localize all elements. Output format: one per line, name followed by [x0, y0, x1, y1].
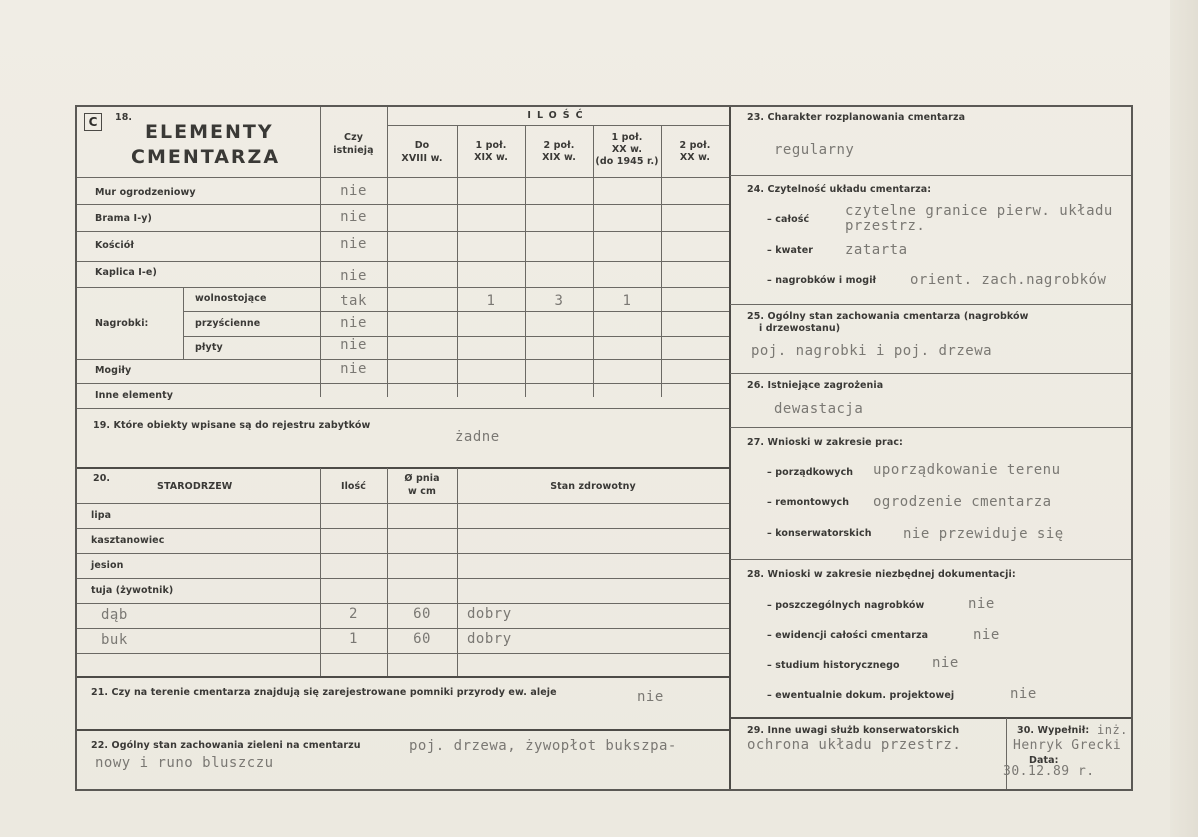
period-4-line2: XX w.	[611, 144, 643, 155]
qty-freestanding-xix-2: 3	[554, 293, 564, 309]
s27-cleanup-label: – porządkowych	[767, 467, 854, 478]
qty-freestanding-xx-1: 1	[622, 293, 632, 309]
period-1-line1: Do	[414, 140, 430, 151]
s25-value: poj. nagrobki i poj. drzewa	[751, 343, 993, 359]
s28-history-value: nie	[932, 655, 959, 671]
s18-number: 18.	[115, 112, 133, 123]
s25-label-line1: 25. Ogólny stan zachowania cmentarza (nagrobków	[747, 311, 1029, 322]
s28-project-value: nie	[1010, 686, 1037, 702]
s24-overall-value-line2: przestrz.	[845, 218, 926, 234]
s20-col-count: Ilość	[340, 481, 367, 492]
row-label-freestanding: wolnostojące	[195, 293, 267, 304]
exists-graves: nie	[340, 361, 367, 377]
s29-label: 29. Inne uwagi służb konserwatorskich	[747, 725, 960, 736]
exists-slabs: nie	[340, 337, 367, 353]
s30-date: 30.12.89 r.	[1003, 764, 1095, 779]
paper-edge	[1170, 0, 1198, 837]
s28-records-label: – ewidencji całości cmentarza	[767, 630, 929, 641]
s30-date-label: Data:	[1029, 755, 1059, 766]
period-3-line1: 2 poł.	[543, 140, 575, 151]
s21-label: 21. Czy na terenie cmentarza znajdują się zarejestrowane pomniki przyrody ew. aleje	[91, 687, 557, 698]
s24-overall-label: – całość	[767, 214, 810, 225]
row-label-wall: Mur ogrodzeniowy	[95, 187, 196, 198]
s20-col-diam-line2: w cm	[407, 486, 436, 497]
s28-history-label: – studium historycznego	[767, 660, 900, 671]
s24-tombs-value: orient. zach.nagrobków	[910, 272, 1107, 288]
period-1-line2: XVIII w.	[401, 153, 443, 164]
s20-col-diam-line1: Ø pnia	[404, 473, 440, 484]
section-code-box: C	[84, 113, 102, 131]
qty-freestanding-xix-1: 1	[486, 293, 496, 309]
s24-tombs-label: – nagrobków i mogił	[767, 275, 877, 286]
s28-project-label: – ewentualnie dokum. projektowej	[767, 690, 955, 701]
exists-wall-mounted: nie	[340, 315, 367, 331]
exists-chapel: nie	[340, 268, 367, 284]
s27-conservation-value: nie przewiduje się	[903, 526, 1064, 542]
period-5-line2: XX w.	[679, 152, 711, 163]
s22-value-line1: poj. drzewa, żywopłot bukszpa-	[409, 738, 677, 754]
exists-church: nie	[340, 236, 367, 252]
tree-row-chestnut: kasztanowiec	[91, 535, 165, 546]
form-card-c	[75, 105, 1133, 791]
row-label-wall-mounted: przyścienne	[195, 318, 261, 329]
row-label-graves: Mogiły	[95, 365, 132, 376]
tree-row-oak: dąb	[101, 607, 128, 623]
beech-health: dobry	[467, 631, 512, 647]
col-exists-line2: istnieją	[333, 145, 374, 156]
s26-value: dewastacja	[774, 401, 864, 417]
s28-tombs-label: – poszczególnych nagrobków	[767, 600, 925, 611]
period-4-line1: 1 poł.	[611, 132, 643, 143]
row-label-slabs: płyty	[195, 342, 223, 353]
s26-label: 26. Istniejące zagrożenia	[747, 380, 884, 391]
s19-value: żadne	[455, 429, 500, 445]
s18-title-line2: CMENTARZA	[131, 146, 281, 168]
exists-freestanding: tak	[340, 293, 367, 309]
tree-row-ash: jesion	[91, 560, 124, 571]
s20-title: STARODRZEW	[157, 481, 233, 492]
s28-label: 28. Wnioski w zakresie niezbędnej dokumentacji:	[747, 569, 1016, 580]
s20-number: 20.	[93, 473, 111, 484]
s22-label: 22. Ogólny stan zachowania zieleni na cmentarzu	[91, 740, 361, 751]
oak-count: 2	[349, 606, 358, 622]
oak-health: dobry	[467, 606, 512, 622]
beech-count: 1	[349, 631, 358, 647]
tree-row-thuja: tuja (żywotnik)	[91, 585, 174, 596]
s30-name: Henryk Grecki	[1013, 738, 1122, 753]
period-2-line1: 1 poł.	[475, 140, 507, 151]
s30-title: inż.	[1097, 723, 1128, 737]
period-4-line3: (do 1945 r.)	[595, 156, 659, 167]
s27-conservation-label: – konserwatorskich	[767, 528, 872, 539]
beech-diameter: 60	[413, 631, 431, 647]
col-quantity-header: ILOŚĆ	[527, 110, 589, 121]
row-label-church: Kościół	[95, 240, 135, 251]
s27-label: 27. Wnioski w zakresie prac:	[747, 437, 903, 448]
s24-quarters-value: zatarta	[845, 242, 908, 258]
s20-col-health: Stan zdrowotny	[550, 481, 636, 492]
s23-value: regularny	[774, 142, 855, 158]
s19-label: 19. Które obiekty wpisane są do rejestru zabytków	[93, 420, 371, 431]
exists-wall: nie	[340, 183, 367, 199]
s25-label-line2: i drzewostanu)	[759, 323, 841, 334]
col-exists-line1: Czy	[344, 132, 363, 143]
row-label-other: Inne elementy	[95, 390, 174, 401]
s27-cleanup-value: uporządkowanie terenu	[873, 462, 1061, 478]
period-3-line2: XIX w.	[542, 152, 576, 163]
s21-value: nie	[637, 689, 664, 705]
s28-records-value: nie	[973, 627, 1000, 643]
row-label-chapel: Kaplica I-e)	[95, 267, 157, 278]
tree-row-lime: lipa	[91, 510, 112, 521]
s29-value: ochrona układu przestrz.	[747, 737, 962, 753]
s28-tombs-value: nie	[968, 596, 995, 612]
s22-value-line2: nowy i runo bluszczu	[95, 755, 274, 771]
s18-title-line1: ELEMENTY	[145, 121, 274, 143]
row-label-gate: Brama I-y)	[95, 213, 152, 224]
exists-gate: nie	[340, 209, 367, 225]
tree-row-beech: buk	[101, 632, 128, 648]
row-label-tombstones: Nagrobki:	[95, 318, 149, 329]
s27-repair-value: ogrodzenie cmentarza	[873, 494, 1052, 510]
s24-overall-value-line1: czytelne granice pierw. układu	[845, 203, 1113, 219]
period-5-line1: 2 poł.	[679, 140, 711, 151]
s30-label: 30. Wypełnił:	[1017, 725, 1090, 736]
oak-diameter: 60	[413, 606, 431, 622]
s23-label: 23. Charakter rozplanowania cmentarza	[747, 112, 966, 123]
s24-label: 24. Czytelność układu cmentarza:	[747, 184, 932, 195]
period-2-line2: XIX w.	[474, 152, 508, 163]
s27-repair-label: – remontowych	[767, 497, 850, 508]
s24-quarters-label: – kwater	[767, 245, 814, 256]
